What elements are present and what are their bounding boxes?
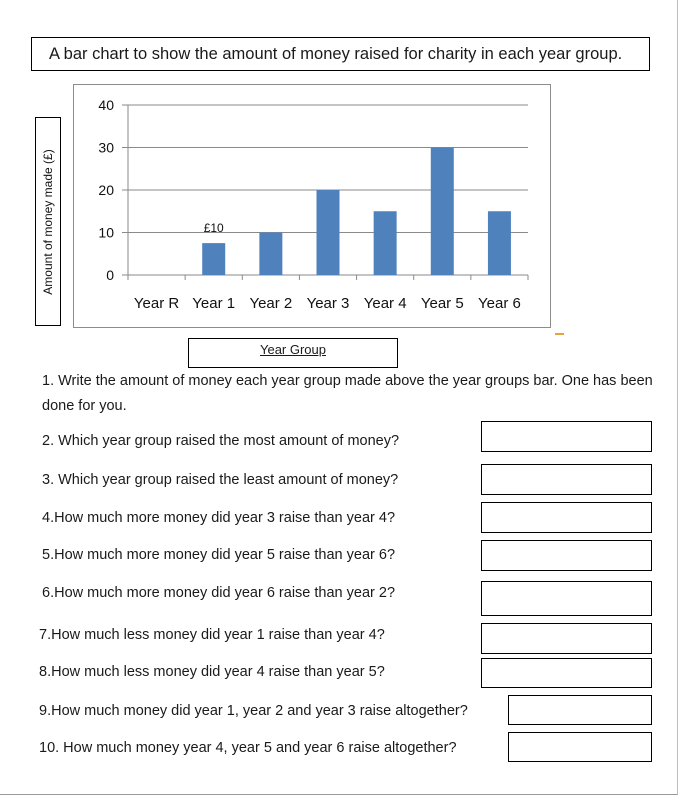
answer-box-10[interactable]: [508, 732, 652, 762]
y-axis-label: Amount of money made (£): [41, 148, 55, 295]
chart-title: A bar chart to show the amount of money raised for charity in each year group.: [31, 37, 650, 71]
answer-box-6[interactable]: [481, 581, 652, 616]
bar-year-6: [488, 211, 511, 275]
question-7: 7.How much less money did year 1 raise than year 4?: [39, 627, 385, 643]
bar-year-1: [202, 243, 225, 275]
y-tick-label-20: 20: [98, 182, 114, 198]
x-tick-label-year-4: Year 4: [363, 295, 407, 312]
chart-area: [73, 84, 551, 328]
x-axis-label-box: [188, 338, 398, 368]
bar-year-3: [317, 190, 340, 275]
question-1: 1. Write the amount of money each year group made above the year groups bar. One has been done for you.: [42, 373, 653, 414]
question-9: 9.How much money did year 1, year 2 and year 3 raise altogether?: [39, 703, 468, 719]
answer-box-5[interactable]: [481, 540, 652, 571]
y-axis-label-box: [35, 117, 61, 326]
question-4: 4.How much more money did year 3 raise than year 4?: [42, 510, 396, 526]
question-10: 10. How much money year 4, year 5 and year 6 raise altogether?: [39, 740, 457, 756]
x-tick-label-year-6: Year 6: [478, 295, 521, 312]
question-5: 5.How much more money did year 5 raise than year 6?: [42, 547, 396, 563]
question-8: 8.How much less money did year 4 raise than year 5?: [39, 664, 385, 680]
y-tick-label-0: 0: [106, 267, 114, 283]
answer-box-2[interactable]: [481, 421, 652, 452]
bar-year-2: [259, 233, 282, 276]
x-tick-label-year-2: Year 2: [249, 295, 293, 312]
question-3: 3. Which year group raised the least amount of money?: [42, 472, 399, 488]
data-label-year-1: £10: [203, 221, 224, 236]
y-tick-label-40: 40: [98, 97, 114, 113]
x-tick-label-year-1: Year 1: [192, 295, 236, 312]
orange-mark: [555, 333, 564, 335]
answer-box-4[interactable]: [481, 502, 652, 533]
y-tick-label-30: 30: [98, 139, 114, 156]
x-axis-label: Year Group: [259, 342, 326, 357]
bar-year-4: [374, 211, 397, 275]
answer-box-3[interactable]: [481, 464, 652, 495]
x-tick-label-year-5: Year 5: [420, 295, 464, 312]
bar-chart: [74, 85, 552, 329]
answer-box-8[interactable]: [481, 658, 652, 688]
answer-box-7[interactable]: [481, 623, 652, 654]
x-tick-label-year-3: Year 3: [306, 295, 350, 312]
bar-year-5: [431, 148, 454, 276]
question-2: 2. Which year group raised the most amount of money?: [42, 433, 400, 449]
y-tick-label-10: 10: [98, 224, 114, 241]
question-6: 6.How much more money did year 6 raise than year 2?: [42, 585, 396, 601]
x-tick-label-year-r: Year R: [133, 295, 180, 312]
answer-box-9[interactable]: [508, 695, 652, 725]
